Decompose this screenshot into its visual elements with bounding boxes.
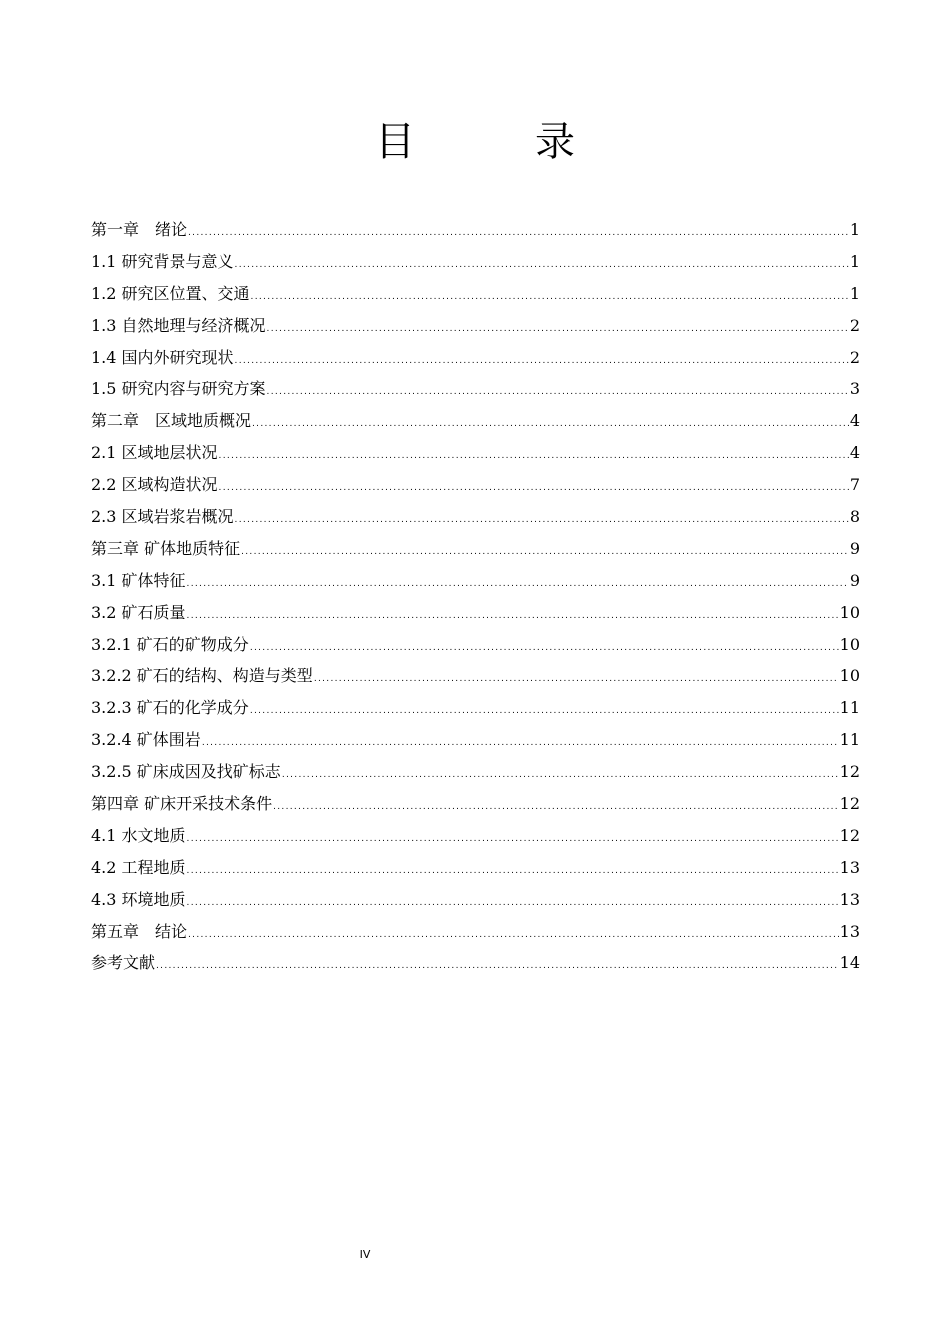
toc-entry-page-number: 13 — [839, 889, 860, 909]
toc-entry-label: 3.2 矿石质量 — [91, 602, 186, 622]
toc-entry-page-number: 7 — [849, 475, 860, 495]
toc-entry-page-number: 1 — [849, 251, 860, 271]
toc-entry[interactable] — [91, 278, 860, 310]
toc-entry-page-number: 12 — [839, 794, 860, 814]
toc-entry-label: 3.2.4 矿体围岩 — [91, 730, 201, 750]
toc-entry-page-number: 14 — [839, 953, 860, 973]
toc-entry[interactable] — [91, 310, 860, 342]
toc-entry[interactable] — [91, 916, 860, 948]
toc-entry[interactable] — [91, 469, 860, 501]
toc-entry[interactable] — [91, 246, 860, 278]
toc-entry[interactable] — [91, 947, 860, 979]
toc-entry-page-number: 4 — [849, 443, 860, 463]
toc-entry[interactable] — [91, 756, 860, 788]
toc-entry[interactable] — [91, 214, 860, 246]
toc-dot-leader — [187, 856, 839, 888]
toc-dot-leader — [235, 505, 849, 537]
toc-entry-page-number: 1 — [849, 220, 860, 239]
toc-entry[interactable] — [91, 820, 860, 852]
toc-entry-page-number: 13 — [839, 921, 860, 941]
toc-dot-leader — [156, 951, 839, 983]
toc-entry-label: 1.1 研究背景与意义 — [91, 251, 234, 271]
toc-entry-page-number: 11 — [839, 730, 860, 750]
toc-dot-leader — [250, 696, 839, 728]
toc-entry-page-number: 11 — [839, 698, 860, 718]
toc-entry[interactable] — [91, 852, 860, 884]
toc-dot-leader — [188, 218, 849, 250]
toc-entry-label: 3.2.5 矿床成因及找矿标志 — [91, 762, 281, 782]
toc-entry-label: 3.1 矿体特征 — [91, 570, 186, 590]
toc-entry-label: 第五章 结论 — [91, 921, 188, 941]
toc-entry-page-number: 10 — [839, 634, 860, 654]
toc-entry-page-number: 9 — [849, 538, 860, 558]
toc-entry-label: 第三章 矿体地质特征 — [91, 538, 241, 558]
toc-entry[interactable] — [91, 342, 860, 374]
toc-entry[interactable] — [91, 884, 860, 916]
toc-entry-label: 1.4 国内外研究现状 — [91, 347, 234, 367]
toc-dot-leader — [273, 792, 839, 824]
toc-dot-leader — [187, 601, 839, 633]
toc-entry[interactable] — [91, 533, 860, 565]
toc-dot-leader — [219, 473, 849, 505]
toc-entry-page-number: 8 — [849, 507, 860, 527]
toc-entry-page-number: 12 — [839, 762, 860, 782]
toc-dot-leader — [267, 314, 849, 346]
toc-entry-label: 4.1 水文地质 — [91, 825, 186, 845]
toc-dot-leader — [282, 760, 839, 792]
toc-entry[interactable] — [91, 565, 860, 597]
toc-entry[interactable] — [91, 501, 860, 533]
toc-entry-label: 2.2 区域构造状况 — [91, 475, 218, 495]
toc-entry-label: 第四章 矿床开采技术条件 — [91, 794, 273, 814]
toc-entry-label: 2.1 区域地层状况 — [91, 443, 218, 463]
toc-entry-label: 3.2.1 矿石的矿物成分 — [91, 634, 249, 654]
toc-entry[interactable] — [91, 660, 860, 692]
toc-dot-leader — [250, 633, 839, 665]
title-char-1: 目 — [375, 119, 415, 165]
toc-entry-page-number: 10 — [839, 602, 860, 622]
toc-entry-page-number: 10 — [839, 666, 860, 686]
toc-entry[interactable] — [91, 373, 860, 405]
toc-entry-page-number: 4 — [849, 411, 860, 431]
toc-dot-leader — [188, 920, 839, 952]
toc-entry-label: 3.2.3 矿石的化学成分 — [91, 698, 249, 718]
toc-entry-page-number: 12 — [839, 825, 860, 845]
toc-dot-leader — [314, 664, 839, 696]
toc-dot-leader — [241, 537, 849, 569]
toc-entry-page-number: 13 — [839, 857, 860, 877]
toc-entry[interactable] — [91, 597, 860, 629]
toc-dot-leader — [219, 441, 849, 473]
toc-entry-label: 4.3 环境地质 — [91, 889, 186, 909]
toc-entry-label: 1.2 研究区位置、交通 — [91, 283, 250, 303]
toc-entry-label: 3.2.2 矿石的结构、构造与类型 — [91, 666, 313, 686]
toc-entry-label: 第一章 绪论 — [91, 220, 188, 239]
toc-entry-label: 1.3 自然地理与经济概况 — [91, 315, 266, 335]
toc-entry-label: 1.5 研究内容与研究方案 — [91, 379, 266, 399]
toc-entry-page-number: 2 — [849, 347, 860, 367]
toc-entry-page-number: 3 — [849, 379, 860, 399]
toc-dot-leader — [202, 728, 839, 760]
toc-entry-label: 第二章 区域地质概况 — [91, 411, 252, 431]
footer-page-number: IV — [359, 1248, 371, 1261]
page-title — [0, 116, 950, 168]
toc-dot-leader — [187, 824, 839, 856]
toc-dot-leader — [252, 409, 849, 441]
toc-entry-page-number: 9 — [849, 570, 860, 590]
toc-dot-leader — [267, 377, 849, 409]
toc-entry[interactable] — [91, 788, 860, 820]
toc-dot-leader — [235, 250, 849, 282]
toc-dot-leader — [187, 888, 839, 920]
toc-entry-label: 参考文献 — [91, 953, 156, 973]
toc-dot-leader — [187, 569, 849, 601]
title-char-2: 录 — [535, 119, 575, 165]
toc-entry-label: 4.2 工程地质 — [91, 857, 186, 877]
toc-entry[interactable] — [91, 724, 860, 756]
toc-dot-leader — [251, 282, 849, 314]
table-of-contents — [91, 214, 860, 979]
toc-dot-leader — [235, 346, 849, 378]
toc-entry-page-number: 2 — [849, 315, 860, 335]
toc-entry[interactable] — [91, 437, 860, 469]
toc-entry[interactable] — [91, 405, 860, 437]
toc-entry[interactable] — [91, 629, 860, 661]
toc-entry-label: 2.3 区域岩浆岩概况 — [91, 507, 234, 527]
toc-entry[interactable] — [91, 692, 860, 724]
toc-entry-page-number: 1 — [849, 283, 860, 303]
